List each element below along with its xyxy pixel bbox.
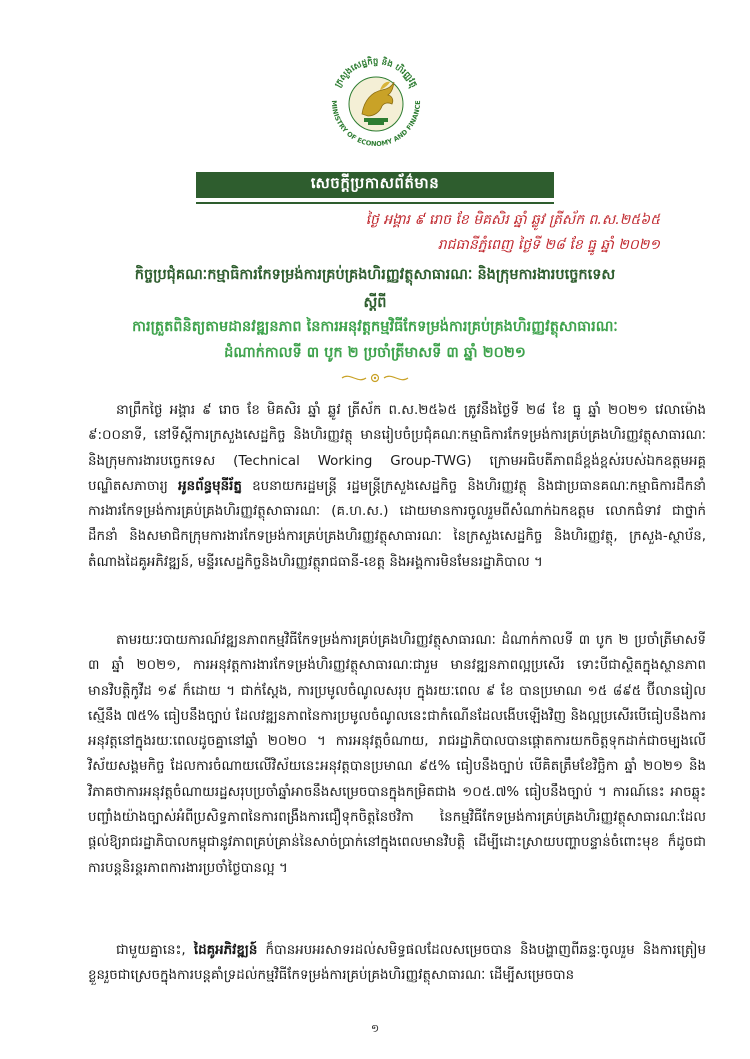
divider-ornament-icon [340, 371, 410, 385]
logo-english-text: MINISTRY OF ECONOMY AND FINANCE [329, 100, 423, 149]
subject-about: ស្តីពី [363, 295, 387, 311]
logo-khmer-text: ក្រសួងសេដ្ឋកិច្ច និង ហិរញ្ញវត្ថុ [333, 56, 419, 90]
body-paragraph-3 [88, 938, 706, 989]
topic-line-1: ការត្រួតពិនិត្យតាមដានវឌ្ឍនភាព នៃការអនុវត្តកម្មវិធីកែទម្រង់ការគ្រប់គ្រងហិរញ្ញវត្ថុសាធារណៈ [132, 319, 618, 335]
p1-text-a: នាព្រឹកថ្ងៃ អង្គារ ៩ រោច ខែ មិគសិរ ឆ្នាំ ឆ្លូវ ត្រីស័ក ព.ស.២៥៦៥ ត្រូវនឹងថ្ងៃទី ២៨ ខែ ធ្នូ ឆ្នាំ ២០២១ វេលាម៉ោង ៩:០០នាទី, នៅទីស្តីការក្រសួងសេដ្ឋកិច្ច និងហិរញ្ញវត្ថុ មានរៀបចំប្រជុំគណៈកម្មាធិការកែទម្រង់ការគ្រប់គ្រងហិរញ្ញវត្ថុសាធារណៈ និងក្រុមការងារបច្ចេកទេស (Technical Working Group-TWG) ក្រោមអធិបតីភាពដ៏ខ្ពង់ខ្ពស់របស់ឯកឧត្តមអគ្គបណ្ឌិតសភាចារ្យ [88, 403, 706, 494]
date-solar: រាជធានីភ្នំពេញ ថ្ងៃទី ២៨ ខែ ធ្នូ ឆ្នាំ ២០២១ [437, 237, 660, 253]
p1-text-b: ឧបនាយករដ្ឋមន្ត្រី រដ្ឋមន្ត្រីក្រសួងសេដ្ឋកិច្ច និងហិរញ្ញវត្ថុ និងជាប្រធានគណៈកម្មាធិការដឹកនាំការងារកែទម្រង់ការគ្រប់គ្រងហិរញ្ញវត្ថុសាធារណៈ (គ.ហ.ស.) ដោយមានការចូលរួមពីសំណាក់ឯកឧត្តម លោកជំទាវ ជាថ្នាក់ដឹកនាំ និងសមាជិកក្រុមការងារកែទម្រង់ការគ្រប់គ្រងហិរញ្ញវត្ថុសាធារណៈ នៃក្រសួងសេដ្ឋកិច្ច និងហិរញ្ញវត្ថុ, ក្រសួង-ស្ថាប័ន, តំណាងដៃគូអភិវឌ្ឍន៍, មន្ទីរសេដ្ឋកិច្ចនិងហិរញ្ញវត្ថុរាជធានី-ខេត្ត និងអង្គការមិនមែនរដ្ឋាភិបាល ។ [88, 478, 707, 570]
p3-bold-name: ដៃគូអភិវឌ្ឍន៍ [193, 943, 258, 958]
subject-line: កិច្ចប្រជុំគណៈកម្មាធិការកែទម្រង់ការគ្រប់គ្រងហិរញ្ញវត្ថុសាធារណៈ និងក្រុមការងារបច្ចេកទេស [134, 267, 616, 283]
p3-text-b: ក៏បានអបអរសាទរដល់សមិទ្ធផលដែលសម្រេចបាន និងបង្ហាញពីឆន្ទៈចូលរួម និងការត្រៀមខ្លួនរួចជាស្រេចក្នុងការបន្តគាំទ្រដល់កម្មវិធីកែទម្រង់ការគ្រប់គ្រងហិរញ្ញវត្ថុសាធារណៈ ដើម្បីសម្រេចបាន [88, 943, 706, 984]
title-banner: សេចក្តីប្រកាសព័ត៌មាន [196, 172, 554, 198]
page-number: ១ [370, 1022, 380, 1035]
title-underline [196, 202, 554, 204]
date-lunar: ថ្ងៃ អង្គារ ៩ រោច ខែ មិគសិរ ឆ្នាំ ឆ្លូវ ត្រីស័ក ព.ស.២៥៦៥ [365, 212, 660, 228]
body-paragraph-2: តាមរយៈរបាយការណ៍វឌ្ឍនភាពកម្មវិធីកែទម្រង់ការគ្រប់គ្រងហិរញ្ញវត្ថុសាធារណៈ ដំណាក់កាលទី ៣ បូក ២ ប្រចាំត្រីមាសទី ៣ ឆ្នាំ ២០២១, ការអនុវត្តការងារកែទម្រង់ហិរញ្ញវត្ថុសាធារណៈជារួម មានវឌ្ឍនភាពល្អប្រសើរ ទោះបីជាស្ថិតក្នុងស្ថានភាពមានវិបត្តិកូវីដ ១៩ ក៏ដោយ ។ ជាក់ស្តែង, ការប្រមូលចំណូលសរុប ក្នុងរយៈពេល ៩ ខែ បានប្រមាណ ១៥ ៨៩៥ ប៊ីលានរៀល ស្មើនឹង ៧៥% ធៀបនឹងច្បាប់ ដែលវឌ្ឍនភាពនៃការប្រមូលចំណូលនេះជាកំណើនដែលងើបឡើងវិញ និងល្អប្រសើរបើធៀបនឹងការអនុវត្តនៅក្នុងរយៈពេលដូចគ្នានៅឆ្នាំ ២០២០ ។ ការអនុវត្តចំណាយ, រាជរដ្ឋាភិបាលបានផ្តោតការយកចិត្តទុកដាក់ជាចម្បងលើវិស័យសង្គមកិច្ច ដែលការចំណាយលើវិស័យនេះអនុវត្តបានប្រមាណ ៩៥% ធៀបនឹងច្បាប់ បើគិតត្រឹមខែវិច្ឆិកា ឆ្នាំ ២០២១ និងវិភាគថាការអនុវត្តចំណាយរដ្ឋសរុបប្រចាំឆ្នាំអាចនឹងសម្រេចបានក្នុងកម្រិតជាង ១០៥.៧% ធៀបនឹងច្បាប់ ។ ការណ៍នេះ អាចឆ្លុះបញ្ចាំងយ៉ាងច្បាស់អំពីប្រសិទ្ធភាពនៃការពង្រឹងការជឿទុកចិត្តនៃថវិកា នៃកម្មវិធីកែទម្រង់ការគ្រប់គ្រងហិរញ្ញវត្ថុសាធារណៈដែលផ្តល់ឱ្យរាជរដ្ឋាភិបាលកម្ពុជានូវភាពគ្រប់គ្រាន់នៃសាច់ប្រាក់នៅក្នុងពេលមានវិបត្តិ ដើម្បីដោះស្រាយបញ្ហាបន្ទាន់ចំពោះមុខ ក៏ដូចជាការបន្តនិរន្តរភាពការងារប្រចាំថ្ងៃបានល្អ ។ [88, 633, 706, 876]
ministry-logo [322, 48, 430, 156]
body-paragraph-1 [88, 398, 706, 575]
p1-bold-name: អូនព័ន្ធមុនីរ័ត្ន [178, 478, 242, 494]
ministry-crest-icon [349, 77, 403, 131]
topic-line-2: ដំណាក់កាលទី ៣ បូក ២ ប្រចាំត្រីមាសទី ៣ ឆ្នាំ ២០២១ [224, 345, 526, 361]
p3-text-a: ជាមួយគ្នានេះ, [116, 943, 186, 958]
